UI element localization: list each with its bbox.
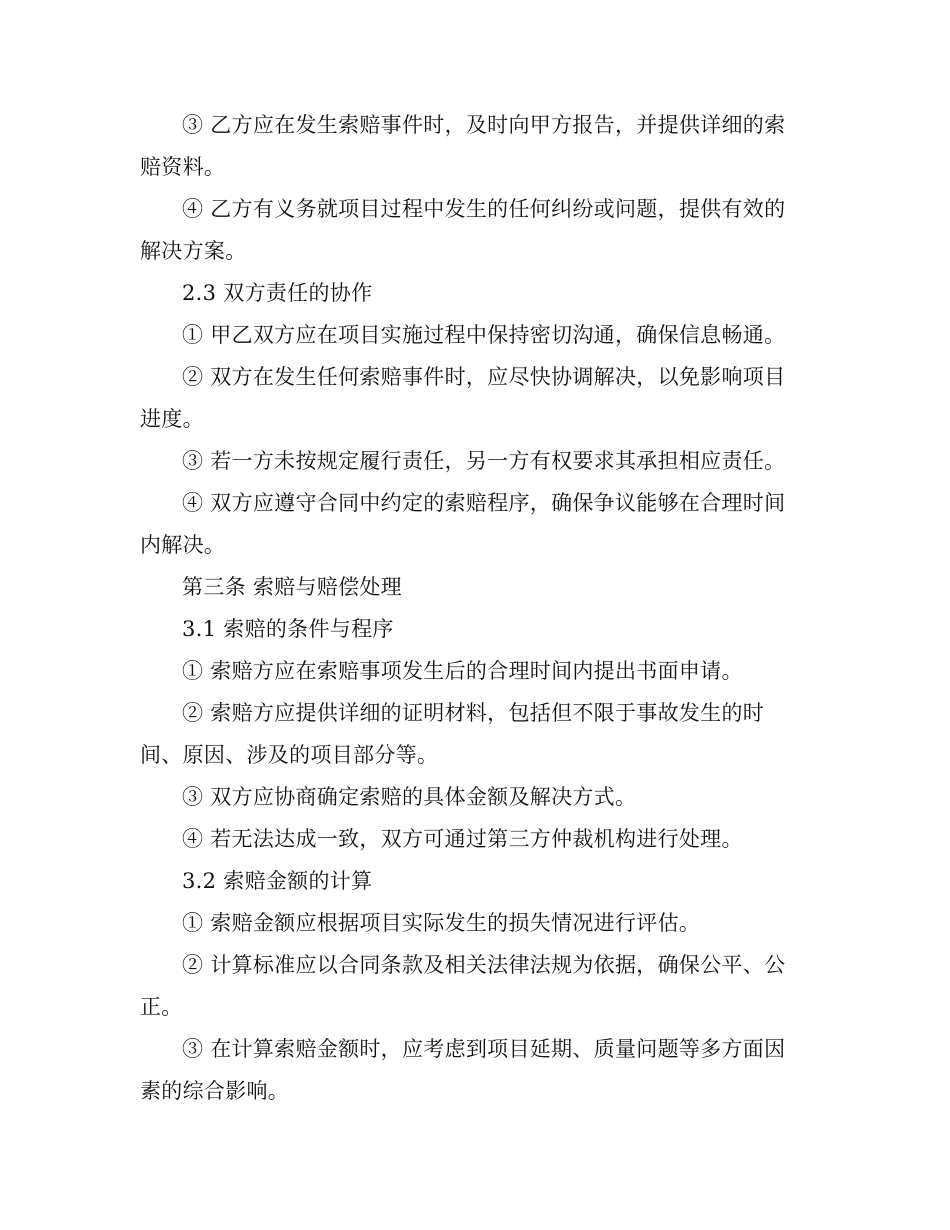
article-heading-3: 第三条 索赔与赔偿处理	[182, 575, 402, 599]
paragraph-comprehensive-factors: ③ 在计算索赔金额时，应考虑到项目延期、质量问题等多方面因素的综合影响。	[140, 1037, 786, 1103]
document-page	[140, 104, 805, 1112]
paragraph-arbitration: ④ 若无法达成一致，双方可通过第三方仲裁机构进行处理。	[182, 827, 743, 851]
paragraph-evidence-materials: ② 索赔方应提供详细的证明材料，包括但不限于事故发生的时间、原因、涉及的项目部分等。	[140, 701, 765, 767]
section-heading-2-3: 2.3 双方责任的协作	[182, 281, 373, 305]
paragraph-written-application: ① 索赔方应在索赔事项发生后的合理时间内提出书面申请。	[182, 659, 743, 683]
paragraph-loss-assessment: ① 索赔金额应根据项目实际发生的损失情况进行评估。	[182, 911, 701, 935]
section-heading-3-1: 3.1 索赔的条件与程序	[182, 617, 394, 641]
section-heading-3-2: 3.2 索赔金额的计算	[182, 869, 373, 893]
paragraph-dispute-solution: ④ 乙方有义务就项目过程中发生的任何纠纷或问题，提供有效的解决方案。	[140, 197, 786, 263]
paragraph-responsibility-breach: ③ 若一方未按规定履行责任，另一方有权要求其承担相应责任。	[182, 449, 786, 473]
paragraph-claim-report: ③ 乙方应在发生索赔事件时，及时向甲方报告，并提供详细的索赔资料。	[140, 113, 786, 179]
paragraph-calculation-standard: ② 计算标准应以合同条款及相关法律法规为依据，确保公平、公正。	[140, 953, 786, 1019]
paragraph-claim-procedure-compliance: ④ 双方应遵守合同中约定的索赔程序，确保争议能够在合理时间内解决。	[140, 491, 786, 557]
paragraph-communication: ① 甲乙双方应在项目实施过程中保持密切沟通，确保信息畅通。	[182, 323, 786, 347]
paragraph-negotiate-amount: ③ 双方应协商确定索赔的具体金额及解决方式。	[182, 785, 637, 809]
paragraph-coordinate-resolution: ② 双方在发生任何索赔事件时，应尽快协调解决，以免影响项目进度。	[140, 365, 786, 431]
